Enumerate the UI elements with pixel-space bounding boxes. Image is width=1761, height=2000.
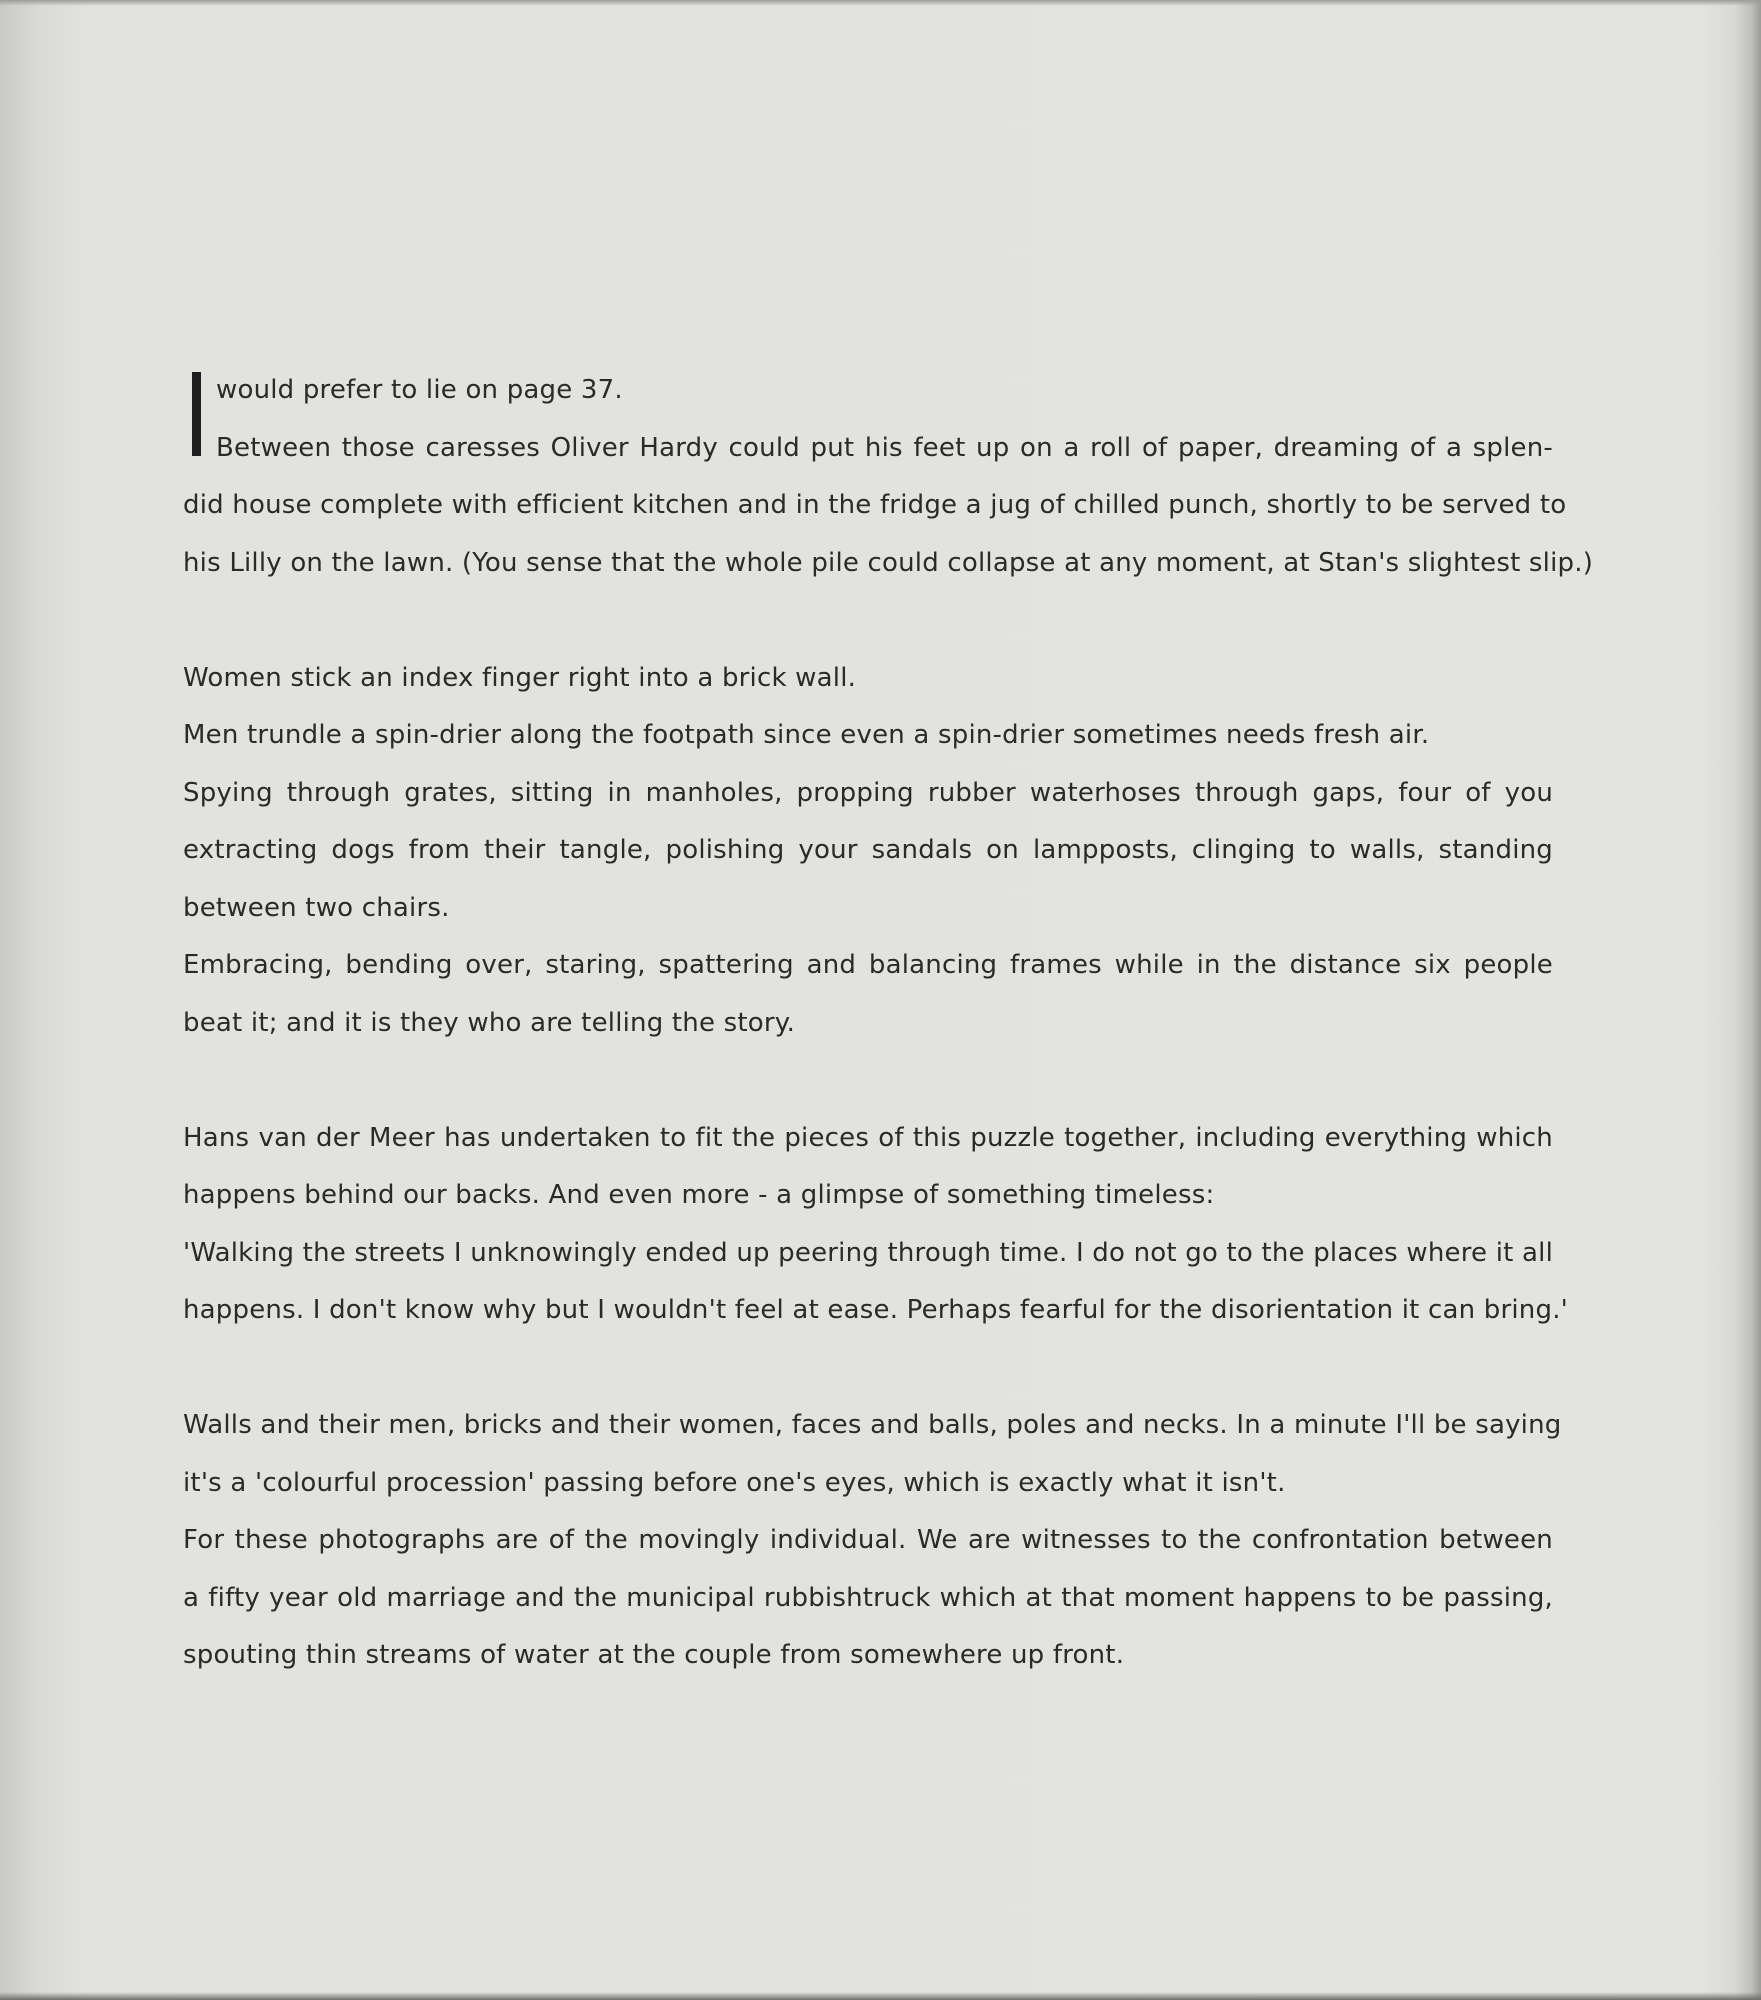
text-line: between two chairs. — [183, 892, 450, 923]
paragraph-gap — [183, 1340, 1553, 1398]
text-line: happens behind our backs. And even more - a glimpse of something timeless: — [183, 1180, 1215, 1210]
text-line: extracting dogs from their tangle, polishing your sandals on lampposts, clinging to walls, standing — [183, 835, 1553, 865]
text-line: Spying through grates, sitting in manholes, propping rubber waterhoses through gaps, four of you — [183, 777, 1553, 808]
text-line: Men trundle a spin-drier along the footpath since even a spin-drier sometimes needs fresh air. — [183, 720, 1430, 750]
text-line: happens. I don't know why but I wouldn't feel at ease. Perhaps fearful for the disorientation it can bring.' — [183, 1295, 1568, 1325]
text-line: Hans van der Meer has undertaken to fit the pieces of this puzzle together, including everything which — [183, 1122, 1553, 1153]
paragraph-gap — [183, 1052, 1553, 1110]
text-line: Between those caresses Oliver Hardy could put his feet up on a roll of paper, dreaming of a splen- — [216, 432, 1553, 463]
text-line: beat it; and it is they who are telling the story. — [183, 1007, 796, 1038]
text-line: 'Walking the streets I unknowingly ended up peering through time. I do not go to the places where it all — [183, 1237, 1553, 1268]
paragraph-3 — [183, 1110, 1568, 1340]
text-line: would prefer to lie on page 37. — [216, 375, 623, 405]
paragraph-1 — [183, 362, 1594, 592]
text-line: a fifty year old marriage and the municipal rubbishtruck which at that moment happens to be passing, — [183, 1582, 1553, 1613]
page-text — [183, 362, 1594, 1685]
paragraph-4 — [183, 1397, 1562, 1685]
text-line: it's a 'colourful procession' passing before one's eyes, which is exactly what it isn't. — [183, 1467, 1286, 1498]
text-line: Walls and their men, bricks and their women, faces and balls, poles and necks. In a minute I'll be saying — [183, 1410, 1562, 1440]
text-line: spouting thin streams of water at the couple from somewhere up front. — [183, 1640, 1125, 1670]
text-line: Women stick an index finger right into a brick wall. — [183, 662, 857, 693]
text-line: Embracing, bending over, staring, spattering and balancing frames while in the distance six people — [183, 950, 1553, 980]
text-line: did house complete with efficient kitchen and in the fridge a jug of chilled punch, shortly to be served to — [183, 490, 1567, 520]
paragraph-2 — [183, 650, 1553, 1053]
text-line: For these photographs are of the movingly individual. We are witnesses to the confrontation between — [183, 1525, 1553, 1555]
text-line: his Lilly on the lawn. (You sense that the whole pile could collapse at any moment, at Stan's slightest slip.) — [183, 547, 1594, 578]
paragraph-gap — [183, 592, 1553, 650]
